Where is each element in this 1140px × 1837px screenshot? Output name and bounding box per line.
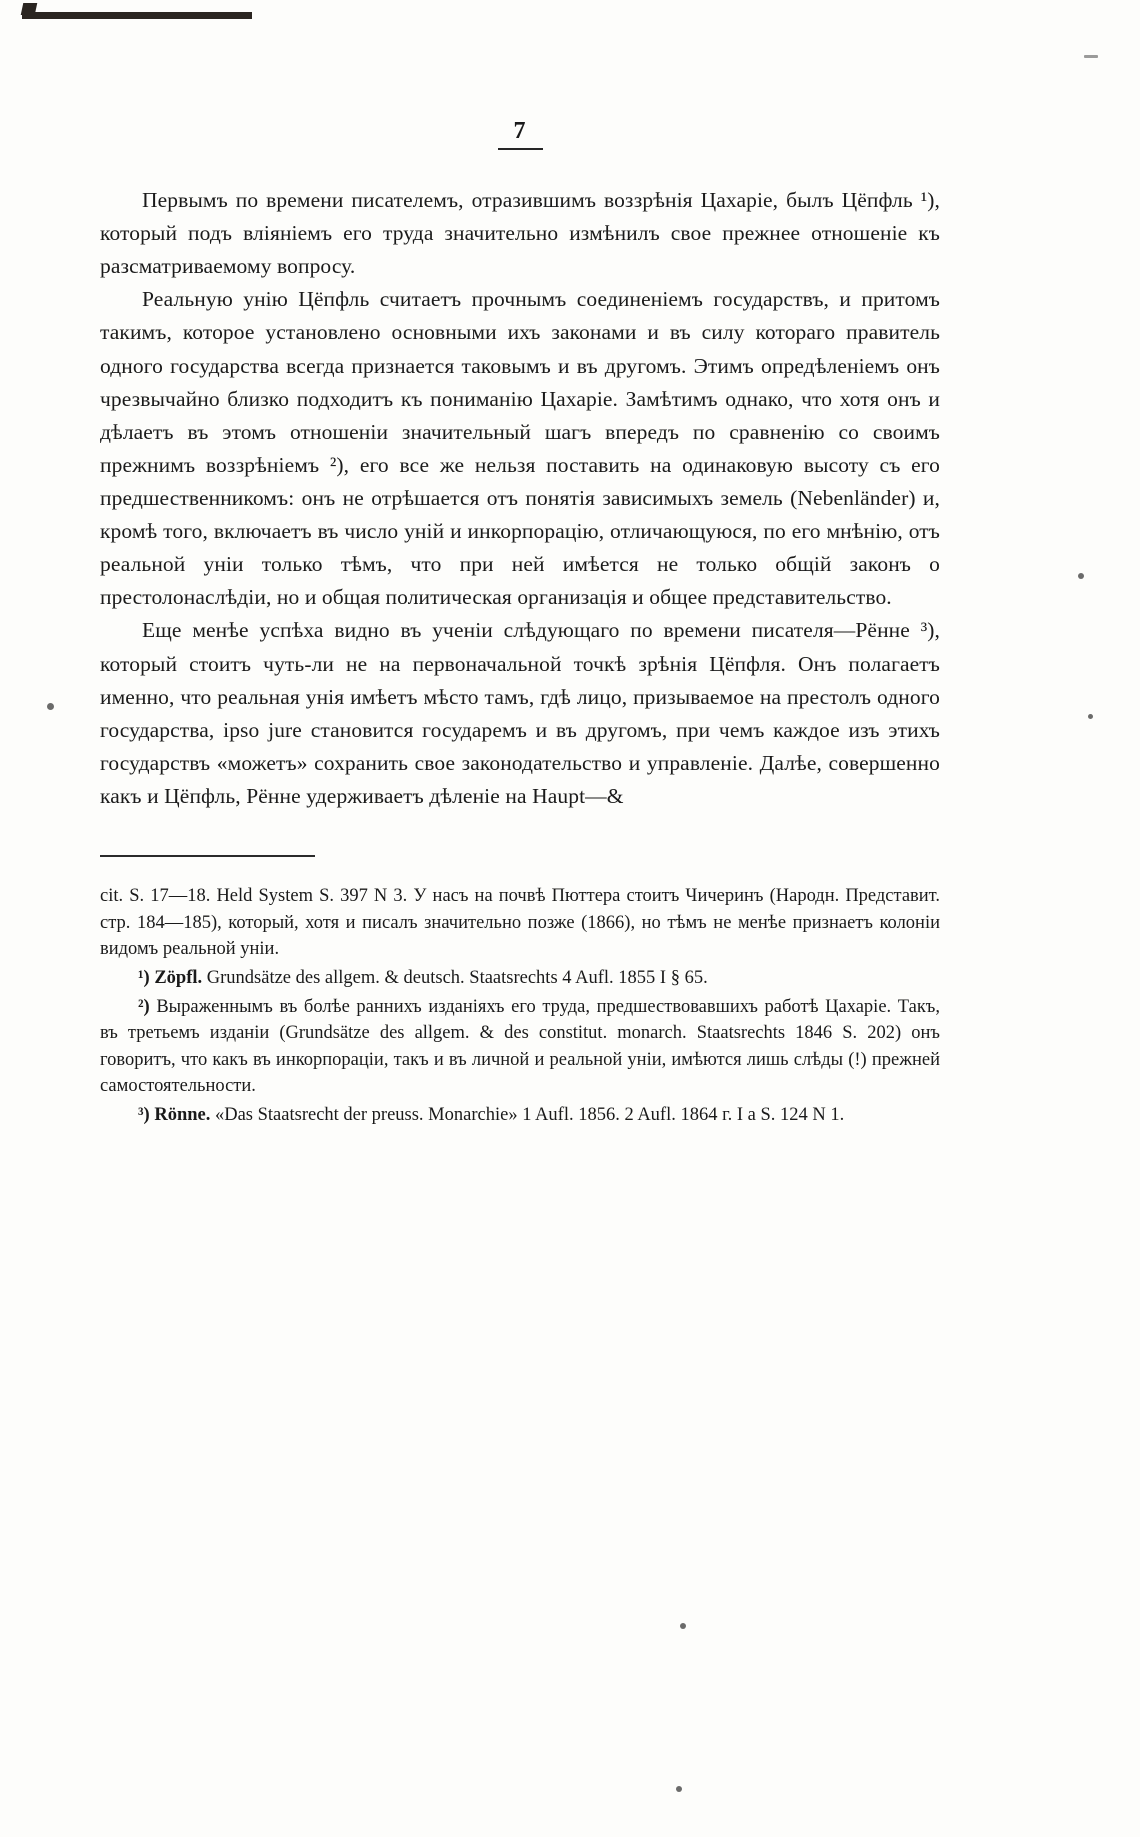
page-number: 7 — [498, 118, 543, 150]
footnotes-section — [100, 883, 940, 1129]
scan-speckle — [1084, 55, 1098, 58]
scan-speckle — [676, 1786, 682, 1792]
scan-speckle — [47, 703, 54, 710]
body-text — [100, 184, 940, 813]
scan-speckle — [1078, 573, 1084, 579]
page-content — [100, 0, 940, 1131]
footnote-text: Grundsätze des allgem. & deutsch. Staatsrechts 4 Aufl. 1855 I § 65. — [202, 967, 708, 988]
page-number-container — [100, 118, 940, 150]
scan-speckle — [1088, 714, 1093, 719]
paragraph: Еще менѣе успѣха видно въ ученіи слѣдующаго по времени писателя—Рённе ³), который стоитъ чуть-ли не на первоначальной точкѣ зрѣнія Цёпфля. Онъ полагаетъ именно, что реальная унія имѣетъ мѣсто тамъ, гдѣ лицо, призываемое на престолъ одного государства, ipso jure становится государемъ и въ другомъ, при чемъ каждое изъ этихъ государствъ «можетъ» сохранить свое законодательство и управленіе. Далѣе, совершенно какъ и Цёпфль, Рённе удерживаетъ дѣленіе на Haupt—& — [100, 618, 940, 808]
footnote-item — [100, 1102, 940, 1129]
footnote-marker: ²) — [138, 996, 150, 1017]
footnote-item — [100, 965, 940, 992]
footnote-item — [100, 994, 940, 1101]
footnote-marker: ¹) Zöpfl. — [138, 967, 203, 988]
scan-speckle — [680, 1623, 686, 1629]
footnote-text: «Das Staatsrecht der preuss. Monarchie» 1 Aufl. 1856. 2 Aufl. 1864 г. I a S. 124 N 1. — [210, 1105, 845, 1126]
paragraph: Первымъ по времени писателемъ, отразившимъ воззрѣнія Цахаріе, былъ Цёпфль ¹), который подъ вліяніемъ его труда значительно измѣнилъ свое прежнее отношеніе къ разсматриваемому вопросу. — [100, 188, 940, 279]
footnote-separator-rule — [100, 855, 315, 857]
footnote-continuation — [100, 883, 940, 963]
footnote-text: cit. S. 17—18. Held System S. 397 N 3. У насъ на почвѣ Пюттера стоитъ Чичеринъ (Народн. Представит. стр. 184—185), который, хотя и писалъ значительно позже (1866), но тѣмъ не менѣе признаетъ колоніи видомъ реальной уніи. — [100, 886, 940, 960]
footnote-marker: ³) Rönne. — [138, 1105, 211, 1126]
paragraph: Реальную унію Цёпфль считаетъ прочнымъ соединеніемъ государствъ, и притомъ такимъ, которое установлено основными ихъ законами и въ силу котораго правитель одного государства всегда признается таковымъ и въ другомъ. Этимъ опредѣленіемъ онъ чрезвычайно близко подходитъ къ пониманію Цахаріе. Замѣтимъ однако, что хотя онъ и дѣлаетъ въ этомъ отношеніи значительный шагъ впередъ по сравненію со своимъ прежнимъ воззрѣніемъ ²), его все же нельзя поставить на одинаковую высоту съ его предшественникомъ: онъ не отрѣшается отъ понятія зависимыхъ земель (Nebenländer) и, кромѣ того, включаетъ въ число уній и инкорпорацію, отличающуюся, по его мнѣнію, отъ реальной уніи только тѣмъ, что при ней имѣется не только общій законъ о престолонаслѣдіи, но и общая политическая организація и общее представительство. — [100, 287, 940, 610]
footnote-text: Выраженнымъ въ болѣе раннихъ изданіяхъ его труда, предшествовавшихъ работѣ Цахаріе. Такъ, въ третьемъ изданіи (Grundsätze des allgem. & des constitut. monarch. Staatsrechts 1846 S. 202) онъ говоритъ, что какъ въ инкорпораціи, такъ и въ личной и реальной уніи, имѣются лишь слѣды (!) прежней самостоятельности. — [100, 996, 940, 1097]
